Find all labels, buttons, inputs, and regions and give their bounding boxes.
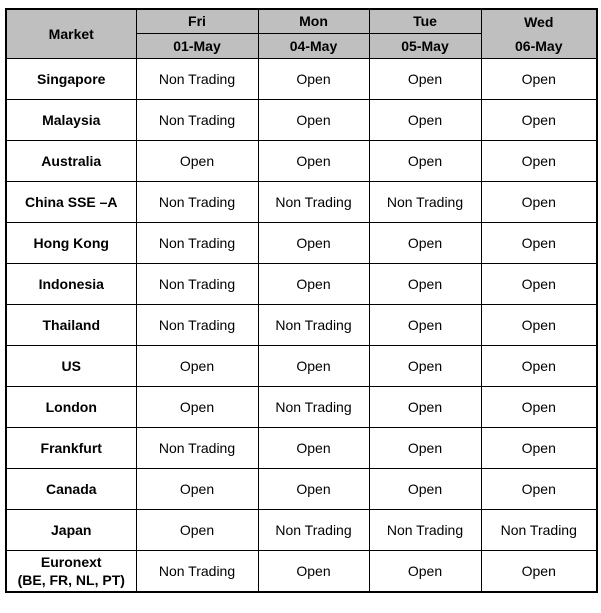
- table-row: [6, 141, 597, 182]
- market-name-cell: [6, 182, 136, 223]
- status-cell: Non Trading: [136, 551, 258, 592]
- market-name-line: Indonesia: [38, 275, 104, 292]
- status-cell: Open: [481, 59, 597, 100]
- status-cell: Non Trading: [136, 305, 258, 346]
- status-cell: Open: [369, 428, 481, 469]
- status-cell: Non Trading: [136, 59, 258, 100]
- status-cell: Non Trading: [258, 510, 369, 551]
- table-row: [6, 469, 597, 510]
- trading-calendar-table: [5, 8, 598, 593]
- market-name-line: China SSE –A: [24, 193, 118, 210]
- market-name-cell: [6, 387, 136, 428]
- status-cell: Open: [136, 141, 258, 182]
- status-cell: Open: [369, 59, 481, 100]
- status-cell: Open: [258, 551, 369, 592]
- market-name-cell: [6, 141, 136, 182]
- status-cell: Open: [481, 141, 597, 182]
- status-cell: Open: [258, 346, 369, 387]
- table-row: [6, 223, 597, 264]
- status-cell: Open: [481, 305, 597, 346]
- status-cell: Open: [136, 510, 258, 551]
- status-cell: Open: [481, 551, 597, 592]
- status-cell: Open: [136, 469, 258, 510]
- date-header-fri: 01-May: [136, 33, 258, 58]
- status-cell: Open: [258, 428, 369, 469]
- day-header-wed: [481, 9, 597, 59]
- table-body: [6, 59, 597, 592]
- status-cell: Open: [258, 469, 369, 510]
- status-cell: Non Trading: [369, 182, 481, 223]
- market-name-cell: [6, 59, 136, 100]
- status-cell: Non Trading: [136, 182, 258, 223]
- status-cell: Non Trading: [258, 305, 369, 346]
- status-cell: Non Trading: [258, 387, 369, 428]
- status-cell: Open: [481, 346, 597, 387]
- market-name-line: US: [61, 357, 81, 374]
- status-cell: Open: [369, 551, 481, 592]
- table-row: [6, 264, 597, 305]
- status-cell: Non Trading: [136, 264, 258, 305]
- status-cell: Open: [481, 223, 597, 264]
- market-name-cell: [6, 100, 136, 141]
- market-name-cell: [6, 223, 136, 264]
- table-row: [6, 182, 597, 223]
- status-cell: Open: [481, 387, 597, 428]
- market-name-line: Thailand: [42, 316, 101, 333]
- status-cell: Open: [258, 59, 369, 100]
- status-cell: Open: [369, 100, 481, 141]
- market-name-line: London: [45, 398, 97, 415]
- table-row: [6, 100, 597, 141]
- status-cell: Open: [369, 305, 481, 346]
- status-cell: Open: [481, 182, 597, 223]
- market-name-line: (BE, FR, NL, PT): [17, 571, 125, 588]
- status-cell: Non Trading: [258, 182, 369, 223]
- status-cell: Open: [481, 264, 597, 305]
- market-name-line: Hong Kong: [33, 234, 109, 251]
- status-cell: Non Trading: [136, 100, 258, 141]
- day-header-mon: Mon: [258, 9, 369, 33]
- date-label: 06-May: [515, 38, 563, 54]
- market-name-cell: [6, 428, 136, 469]
- day-header-tue: Tue: [369, 9, 481, 33]
- status-cell: Open: [136, 346, 258, 387]
- day-header-fri: Fri: [136, 9, 258, 33]
- status-cell: Non Trading: [369, 510, 481, 551]
- market-name-cell: [6, 551, 136, 592]
- market-name-cell: [6, 469, 136, 510]
- market-name-line: Canada: [45, 480, 97, 497]
- table-row: [6, 510, 597, 551]
- market-name-line: Frankfurt: [40, 439, 102, 456]
- market-name-line: Australia: [41, 152, 102, 169]
- status-cell: Non Trading: [481, 510, 597, 551]
- status-cell: Open: [258, 141, 369, 182]
- day-header-row: [6, 9, 597, 33]
- market-name-cell: [6, 264, 136, 305]
- table-header: [6, 9, 597, 59]
- market-name-line: Euronext: [40, 553, 102, 570]
- status-cell: Open: [369, 387, 481, 428]
- status-cell: Open: [369, 223, 481, 264]
- table-row: [6, 551, 597, 592]
- status-cell: Open: [258, 264, 369, 305]
- market-name-line: Singapore: [37, 70, 106, 87]
- market-name-line: Malaysia: [42, 111, 101, 128]
- market-name-cell: [6, 346, 136, 387]
- status-cell: Open: [369, 141, 481, 182]
- status-cell: Open: [369, 346, 481, 387]
- date-header-tue: 05-May: [369, 33, 481, 58]
- day-label: Wed: [524, 14, 554, 30]
- market-name-line: Japan: [51, 521, 92, 538]
- status-cell: Open: [481, 100, 597, 141]
- market-column-header: Market: [6, 9, 136, 59]
- status-cell: Open: [258, 223, 369, 264]
- market-name-cell: [6, 305, 136, 346]
- status-cell: Open: [369, 264, 481, 305]
- table-row: [6, 305, 597, 346]
- status-cell: Open: [258, 100, 369, 141]
- status-cell: Open: [136, 387, 258, 428]
- status-cell: Open: [481, 428, 597, 469]
- table-row: [6, 387, 597, 428]
- status-cell: Non Trading: [136, 428, 258, 469]
- status-cell: Open: [481, 469, 597, 510]
- table-row: [6, 346, 597, 387]
- table-row: [6, 428, 597, 469]
- table-row: [6, 59, 597, 100]
- date-header-mon: 04-May: [258, 33, 369, 58]
- status-cell: Non Trading: [136, 223, 258, 264]
- market-name-cell: [6, 510, 136, 551]
- status-cell: Open: [369, 469, 481, 510]
